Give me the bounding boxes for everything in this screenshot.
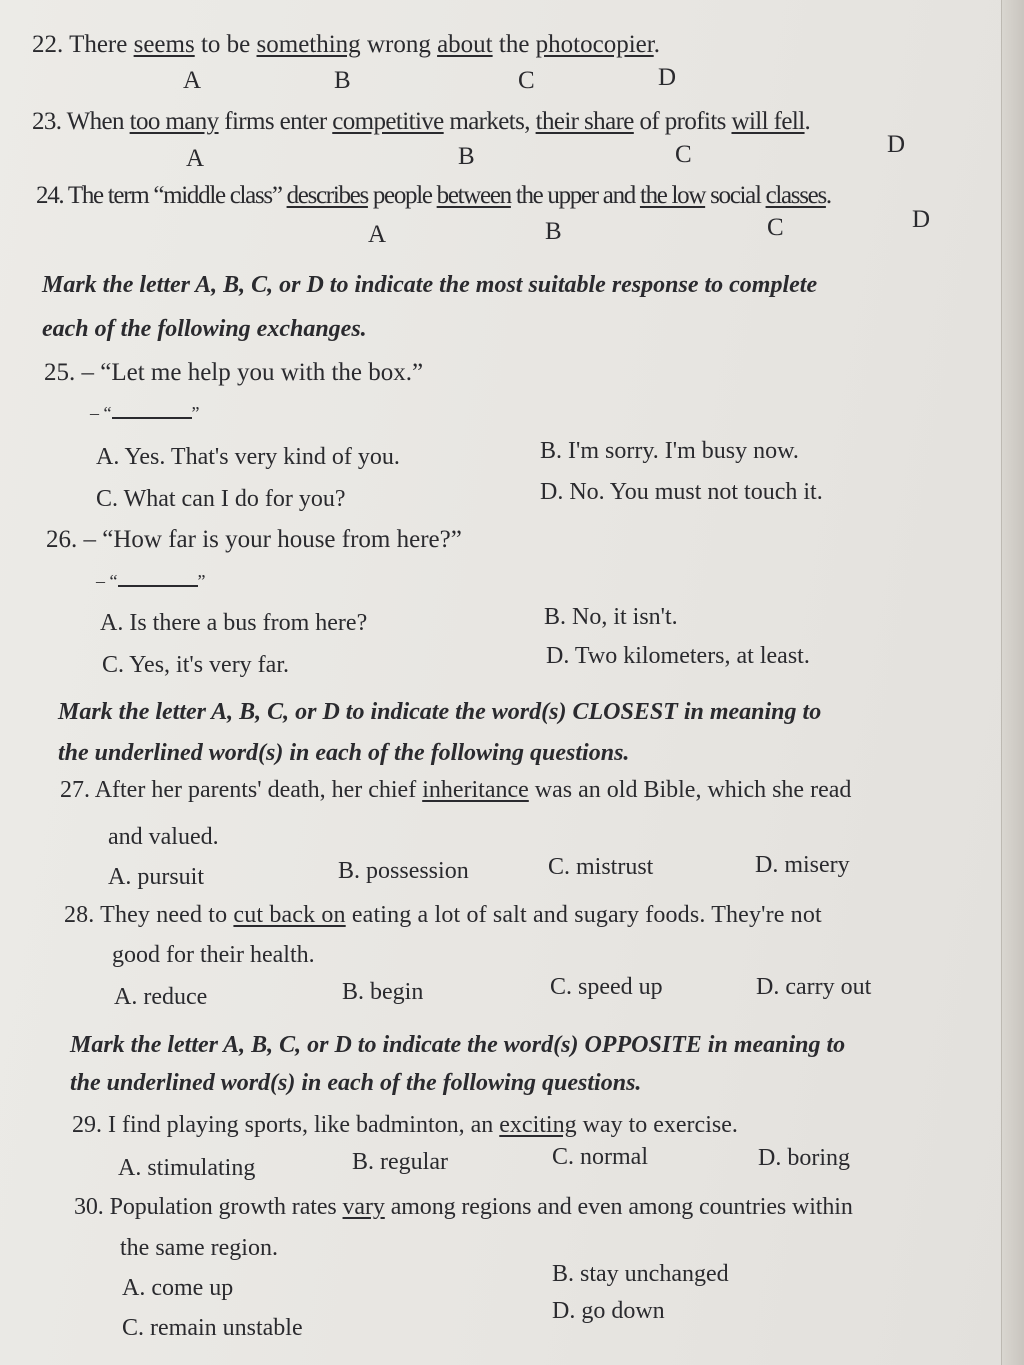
blank-line (118, 567, 198, 587)
option-c: C. What can I do for you? (96, 486, 346, 512)
option-a: A. come up (122, 1275, 234, 1301)
option-b: B. No, it isn't. (544, 604, 678, 630)
section-instruction: each of the following exchanges. (42, 316, 367, 342)
section-instruction: Mark the letter A, B, C, or D to indicate the word(s) CLOSEST in meaning to (58, 699, 822, 725)
option-b: B. begin (342, 979, 424, 1005)
option-b: B. possession (338, 858, 469, 884)
option-c: C. speed up (550, 974, 663, 1000)
question-23: 23. When too many firms enter competitive markets, their share of profits will fell. (32, 108, 811, 135)
answer-blank: – “ ” (90, 398, 200, 428)
section-instruction: the underlined word(s) in each of the following questions. (58, 740, 630, 766)
option-c: C. mistrust (548, 854, 654, 880)
page-edge (1001, 0, 1024, 1365)
option-b: B. I'm sorry. I'm busy now. (540, 438, 799, 464)
label-b: B (458, 143, 475, 170)
question-29: 29. I find playing sports, like badminton, an exciting way to exercise. (72, 1112, 738, 1138)
underline-b: something (256, 31, 361, 58)
question-30-continued: the same region. (120, 1235, 278, 1261)
underlined-word: vary (342, 1194, 385, 1220)
option-d: D. misery (755, 852, 850, 878)
option-d: D. No. You must not touch it. (540, 479, 823, 505)
underlined-word: cut back on (233, 902, 346, 928)
question-22: 22. There seems to be something wrong about the photocopier. (32, 31, 660, 58)
option-d: D. carry out (756, 974, 872, 1000)
option-b: B. stay unchanged (552, 1261, 729, 1287)
answer-blank: – “ ” (96, 566, 206, 596)
option-a: A. stimulating (118, 1155, 256, 1181)
option-a: A. Yes. That's very kind of you. (96, 444, 400, 470)
label-a: A (368, 221, 387, 248)
underline-a: too many (129, 108, 219, 135)
option-c: C. Yes, it's very far. (102, 652, 289, 678)
section-instruction: Mark the letter A, B, C, or D to indicate the word(s) OPPOSITE in meaning to (70, 1032, 846, 1058)
question-26: 26. – “How far is your house from here?” (46, 526, 462, 553)
underline-c: their share (535, 108, 634, 135)
option-a: A. pursuit (108, 864, 204, 890)
underline-d: classes (765, 182, 826, 209)
label-d: D (887, 131, 906, 158)
option-c: C. remain unstable (122, 1315, 303, 1341)
option-b: B. regular (352, 1149, 448, 1175)
underline-a: describes (286, 182, 368, 209)
question-28: 28. They need to cut back on eating a lot of salt and sugary foods. They're not (64, 902, 822, 928)
label-b: B (334, 67, 351, 94)
label-d: D (912, 206, 931, 233)
underline-b: between (436, 182, 511, 209)
option-a: A. reduce (114, 984, 208, 1010)
option-d: D. go down (552, 1298, 665, 1324)
label-b: B (545, 218, 562, 245)
question-27-continued: and valued. (108, 824, 219, 850)
underline-d: photocopier (535, 31, 654, 58)
underline-b: competitive (332, 108, 444, 135)
question-24: 24. The term “middle class” describes people between the upper and the low social classes. (36, 182, 831, 209)
question-25: 25. – “Let me help you with the box.” (44, 359, 424, 386)
underline-c: the low (639, 182, 706, 209)
label-c: C (518, 67, 535, 94)
label-a: A (183, 67, 202, 94)
underlined-word: inheritance (422, 777, 529, 803)
section-instruction: Mark the letter A, B, C, or D to indicate the most suitable response to complete (42, 272, 818, 298)
label-a: A (186, 145, 205, 172)
option-a: A. Is there a bus from here? (100, 610, 368, 636)
label-d: D (658, 64, 677, 91)
label-c: C (675, 141, 692, 168)
underlined-word: exciting (499, 1112, 577, 1138)
question-30: 30. Population growth rates vary among regions and even among countries within (74, 1194, 853, 1220)
underline-d: will fell (731, 108, 805, 135)
underline-a: seems (133, 31, 195, 58)
option-d: D. Two kilometers, at least. (546, 643, 810, 669)
question-27: 27. After her parents' death, her chief inheritance was an old Bible, which she read (60, 777, 852, 803)
section-instruction: the underlined word(s) in each of the following questions. (70, 1070, 642, 1096)
label-c: C (767, 214, 784, 241)
option-c: C. normal (552, 1144, 648, 1170)
option-d: D. boring (758, 1145, 850, 1171)
blank-line (112, 399, 192, 419)
question-28-continued: good for their health. (112, 942, 315, 968)
underline-c: about (437, 31, 493, 58)
